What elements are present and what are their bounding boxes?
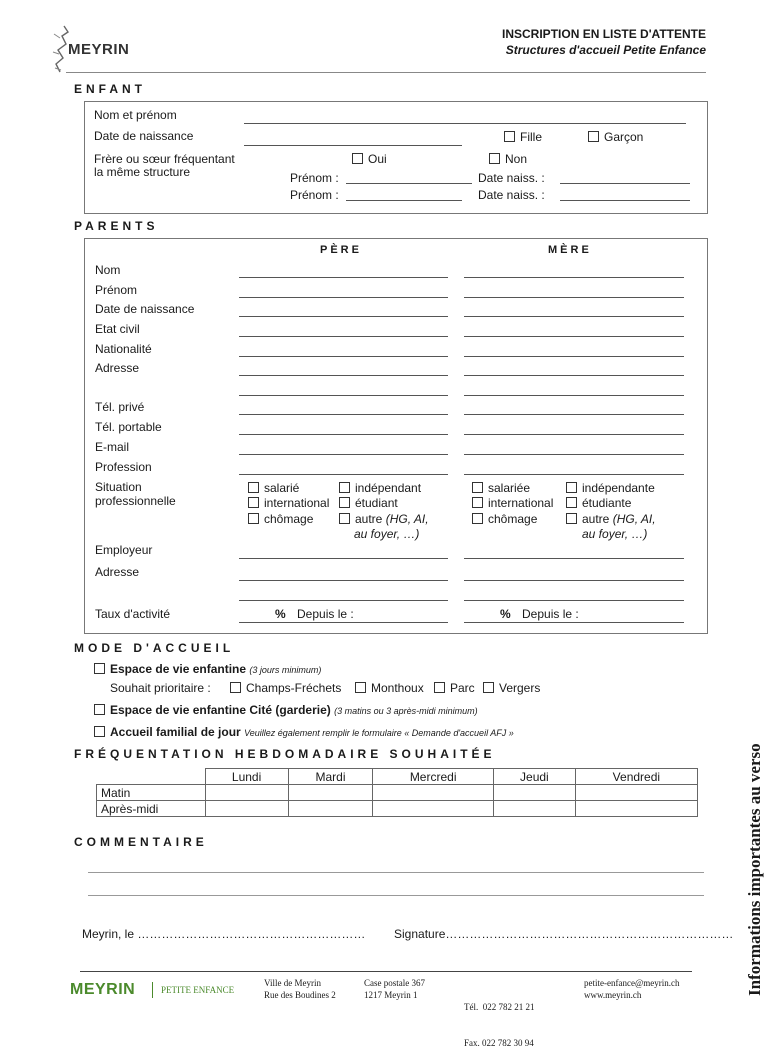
footer-line: Ville de Meyrin xyxy=(264,978,321,988)
pere-line[interactable] xyxy=(239,454,448,455)
espace-vie-label: Espace de vie enfantine xyxy=(110,662,247,676)
parent-tel-prive-label: Tél. privé xyxy=(95,400,145,414)
nom-prenom-field[interactable] xyxy=(244,123,686,124)
pere-international-checkbox[interactable] xyxy=(248,497,259,508)
pere-international-label: international xyxy=(264,496,330,510)
mere-autre-checkbox[interactable] xyxy=(566,513,577,524)
footer-line: 1217 Meyrin 1 xyxy=(364,990,418,1000)
pere-autre-label: autre xyxy=(355,512,383,526)
oui-checkbox[interactable] xyxy=(352,153,363,164)
schedule-cell[interactable] xyxy=(575,785,697,801)
mere-international-label: international xyxy=(488,496,554,510)
garcon-label: Garçon xyxy=(604,130,644,144)
taux-label: Taux d'activité xyxy=(95,607,170,621)
fille-option[interactable] xyxy=(504,130,542,144)
side-note: Informations importantes au verso xyxy=(745,743,764,996)
fille-checkbox[interactable] xyxy=(504,131,515,142)
header-rule xyxy=(66,72,706,73)
day-header: Lundi xyxy=(205,769,288,785)
pere-depuis-label: Depuis le : xyxy=(297,607,354,621)
mere-autre-detail: (HG, AI, xyxy=(612,512,656,526)
pere-pct: % xyxy=(275,607,286,621)
mere-line[interactable] xyxy=(464,414,684,415)
afj-label: Accueil familial de jour xyxy=(110,725,241,739)
cite-label: Espace de vie enfantine Cité (garderie) xyxy=(110,703,331,717)
sibling-date-label-1: Date naiss. : xyxy=(478,171,545,185)
monthoux-option[interactable] xyxy=(355,681,424,695)
afj-checkbox[interactable] xyxy=(94,726,105,737)
pere-employeur-adresse-field-2[interactable] xyxy=(239,600,448,601)
pere-autre-option[interactable] xyxy=(339,512,429,526)
frere-label-line2: la même structure xyxy=(94,165,191,179)
sibling-date-label-2: Date naiss. : xyxy=(478,188,545,202)
parent-date-label: Date de naissance xyxy=(95,302,195,316)
champs-frechets-checkbox[interactable] xyxy=(230,682,241,693)
mere-header: MÈRE xyxy=(548,244,592,256)
day-header: Vendredi xyxy=(575,769,697,785)
pere-header: PÈRE xyxy=(320,244,362,256)
mere-autre-detail-line2: au foyer, …) xyxy=(582,527,648,541)
row-label: Matin xyxy=(97,785,206,801)
pere-autre-detail: (HG, AI, xyxy=(385,512,429,526)
mere-etudiante-option[interactable] xyxy=(566,496,631,510)
champs-frechets-label: Champs-Fréchets xyxy=(246,681,342,695)
schedule-cell[interactable] xyxy=(205,801,288,817)
cite-option[interactable] xyxy=(94,703,478,717)
frequentation-section-title: FRÉQUENTATION HEBDOMADAIRE SOUHAITÉE xyxy=(74,747,496,761)
logo-text: MEYRIN xyxy=(68,41,130,58)
mere-international-checkbox[interactable] xyxy=(472,497,483,508)
afj-note: Veuillez également remplir le formulaire « Demande d'accueil AFJ » xyxy=(244,728,514,738)
mere-line[interactable] xyxy=(464,395,684,396)
pere-chomage-label: chômage xyxy=(264,512,314,526)
pere-employeur-field[interactable] xyxy=(239,558,448,559)
schedule-cell[interactable] xyxy=(373,801,494,817)
footer-petite-enfance: PETITE ENFANCE xyxy=(161,985,235,995)
pere-etudiant-option[interactable] xyxy=(339,496,398,510)
footer-logo: MEYRIN xyxy=(70,981,136,998)
schedule-cell[interactable] xyxy=(205,785,288,801)
footer-rule xyxy=(80,971,692,972)
parc-label: Parc xyxy=(450,681,475,695)
comment-line[interactable] xyxy=(88,895,704,896)
footer-line: Rue des Boudines 2 xyxy=(264,990,336,1000)
mere-employeur-field[interactable] xyxy=(464,558,684,559)
pere-line[interactable] xyxy=(239,434,448,435)
mere-salariee-label: salariée xyxy=(488,481,531,495)
commentaire-section-title: COMMENTAIRE xyxy=(74,835,208,849)
parent-adresse-label: Adresse xyxy=(95,361,140,375)
mere-etudiante-checkbox[interactable] xyxy=(566,497,577,508)
mere-line[interactable] xyxy=(464,375,684,376)
date-naissance-label: Date de naissance xyxy=(94,129,194,143)
parent-nom-label: Nom xyxy=(95,263,121,277)
form-title: INSCRIPTION EN LISTE D'ATTENTE xyxy=(502,27,706,41)
mere-line[interactable] xyxy=(464,434,684,435)
sibling-date-field-1[interactable] xyxy=(560,183,690,184)
mere-line[interactable] xyxy=(464,356,684,357)
mere-line[interactable] xyxy=(464,297,684,298)
table-header-row xyxy=(97,769,698,785)
cite-checkbox[interactable] xyxy=(94,704,105,715)
table-corner xyxy=(97,769,206,785)
monthoux-checkbox[interactable] xyxy=(355,682,366,693)
parent-etat-civil-label: Etat civil xyxy=(95,322,140,336)
pere-independant-option[interactable] xyxy=(339,481,421,495)
afj-option[interactable] xyxy=(94,725,514,739)
non-option[interactable] xyxy=(489,152,527,166)
pere-etudiant-label: étudiant xyxy=(355,496,398,510)
vergers-label: Vergers xyxy=(499,681,541,695)
parc-option[interactable] xyxy=(434,681,475,695)
pere-line[interactable] xyxy=(239,316,448,317)
mere-international-option[interactable] xyxy=(472,496,553,510)
employeur-label: Employeur xyxy=(95,543,153,557)
oui-label: Oui xyxy=(368,152,387,166)
employeur-adresse-label: Adresse xyxy=(95,565,140,579)
sibling-prenom-field-2[interactable] xyxy=(346,200,462,201)
vergers-option[interactable] xyxy=(483,681,540,695)
footer-email-link[interactable]: petite-enfance@meyrin.ch xyxy=(584,978,680,988)
parent-email-label: E-mail xyxy=(95,440,130,454)
pere-chomage-option[interactable] xyxy=(248,512,313,526)
pere-line[interactable] xyxy=(239,395,448,396)
mere-etudiante-label: étudiante xyxy=(582,496,632,510)
pere-taux-field[interactable] xyxy=(239,622,448,623)
non-checkbox[interactable] xyxy=(489,153,500,164)
sibling-prenom-field-1[interactable] xyxy=(346,183,472,184)
pere-autre-checkbox[interactable] xyxy=(339,513,350,524)
pere-line[interactable] xyxy=(239,356,448,357)
pere-line[interactable] xyxy=(239,474,448,475)
mere-taux-field[interactable] xyxy=(464,622,684,623)
schedule-cell[interactable] xyxy=(373,785,494,801)
mere-salariee-checkbox[interactable] xyxy=(472,482,483,493)
schedule-cell[interactable] xyxy=(288,801,373,817)
mode-accueil-section-title: MODE D'ACCUEIL xyxy=(74,641,235,655)
schedule-cell[interactable] xyxy=(494,801,576,817)
footer-col-web xyxy=(584,977,680,1001)
enfant-section-title: ENFANT xyxy=(74,82,146,96)
mere-autre-option[interactable] xyxy=(566,512,656,526)
mere-independante-checkbox[interactable] xyxy=(566,482,577,493)
nom-prenom-label: Nom et prénom xyxy=(94,108,177,122)
parent-prenom-label: Prénom xyxy=(95,283,138,297)
sibling-prenom-label-2: Prénom : xyxy=(290,188,339,202)
mere-employeur-adresse-field[interactable] xyxy=(464,580,684,581)
situation-label-line1: Situation xyxy=(95,480,142,494)
date-naissance-field[interactable] xyxy=(244,145,462,146)
mere-independante-label: indépendante xyxy=(582,481,655,495)
mere-line[interactable] xyxy=(464,474,684,475)
pere-salarie-option[interactable] xyxy=(248,481,299,495)
pere-chomage-checkbox[interactable] xyxy=(248,513,259,524)
parent-nationalite-label: Nationalité xyxy=(95,342,152,356)
signature-field[interactable]: Signature……………………………………………………………… xyxy=(394,927,734,941)
mere-depuis-label: Depuis le : xyxy=(522,607,579,621)
mere-line[interactable] xyxy=(464,336,684,337)
sibling-date-field-2[interactable] xyxy=(560,200,690,201)
champs-frechets-option[interactable] xyxy=(230,681,341,695)
mere-chomage-option[interactable] xyxy=(472,512,537,526)
monthoux-label: Monthoux xyxy=(371,681,424,695)
fille-label: Fille xyxy=(520,130,543,144)
pere-line[interactable] xyxy=(239,336,448,337)
frere-label-line1: Frère ou sœur fréquentant xyxy=(94,152,235,166)
souhait-label: Souhait prioritaire : xyxy=(110,681,211,695)
table-row xyxy=(97,801,698,817)
form-subtitle: Structures d'accueil Petite Enfance xyxy=(505,43,706,57)
parents-section-title: PARENTS xyxy=(74,219,159,233)
parent-profession-label: Profession xyxy=(95,460,152,474)
mere-line[interactable] xyxy=(464,454,684,455)
pere-employeur-adresse-field[interactable] xyxy=(239,580,448,581)
pere-salarie-checkbox[interactable] xyxy=(248,482,259,493)
mere-pct: % xyxy=(500,607,511,621)
pere-etudiant-checkbox[interactable] xyxy=(339,497,350,508)
meyrin-le-field[interactable]: Meyrin, le ………………………………………………… xyxy=(82,927,366,941)
mere-chomage-checkbox[interactable] xyxy=(472,513,483,524)
espace-vie-option[interactable] xyxy=(94,662,321,676)
footer-line: Fax. 022 782 30 94 xyxy=(464,1038,534,1048)
espace-vie-note: (3 jours minimum) xyxy=(249,665,322,675)
mere-line[interactable] xyxy=(464,277,684,278)
mere-independante-option[interactable] xyxy=(566,481,655,495)
pere-independant-label: indépendant xyxy=(355,481,422,495)
footer-line: Case postale 367 xyxy=(364,978,425,988)
mere-autre-label: autre xyxy=(582,512,610,526)
footer-line: Tél. 022 782 21 21 xyxy=(464,1002,535,1012)
sibling-prenom-label-1: Prénom : xyxy=(290,171,339,185)
parc-checkbox[interactable] xyxy=(434,682,445,693)
day-header: Mercredi xyxy=(373,769,494,785)
schedule-cell[interactable] xyxy=(288,785,373,801)
situation-label-line2: professionnelle xyxy=(95,494,176,508)
garcon-option[interactable] xyxy=(588,130,643,144)
vergers-checkbox[interactable] xyxy=(483,682,494,693)
pere-salarie-label: salarié xyxy=(264,481,300,495)
day-header: Jeudi xyxy=(494,769,576,785)
pere-independant-checkbox[interactable] xyxy=(339,482,350,493)
table-row xyxy=(97,785,698,801)
pere-line[interactable] xyxy=(239,375,448,376)
mere-salariee-option[interactable] xyxy=(472,481,530,495)
non-label: Non xyxy=(505,152,528,166)
pere-line[interactable] xyxy=(239,414,448,415)
cite-note: (3 matins ou 3 après-midi minimum) xyxy=(334,706,478,716)
footer-col-address xyxy=(264,977,336,1001)
oui-option[interactable] xyxy=(352,152,387,166)
footer-website-link[interactable]: www.meyrin.ch xyxy=(584,990,642,1000)
mere-chomage-label: chômage xyxy=(488,512,538,526)
comment-line[interactable] xyxy=(88,872,704,873)
footer-col-postal xyxy=(364,977,425,1001)
pere-international-option[interactable] xyxy=(248,496,329,510)
garcon-checkbox[interactable] xyxy=(588,131,599,142)
pere-autre-detail-line2: au foyer, …) xyxy=(354,527,420,541)
parent-tel-portable-label: Tél. portable xyxy=(95,420,162,434)
row-label: Après-midi xyxy=(97,801,206,817)
footer-col-phone xyxy=(464,977,535,1061)
day-header: Mardi xyxy=(288,769,373,785)
schedule-cell[interactable] xyxy=(494,785,576,801)
footer-divider xyxy=(152,982,153,998)
mere-employeur-adresse-field-2[interactable] xyxy=(464,600,684,601)
mere-line[interactable] xyxy=(464,316,684,317)
pere-line[interactable] xyxy=(239,277,448,278)
pere-line[interactable] xyxy=(239,297,448,298)
schedule-cell[interactable] xyxy=(575,801,697,817)
espace-vie-checkbox[interactable] xyxy=(94,663,105,674)
weekly-schedule-table xyxy=(96,768,698,817)
